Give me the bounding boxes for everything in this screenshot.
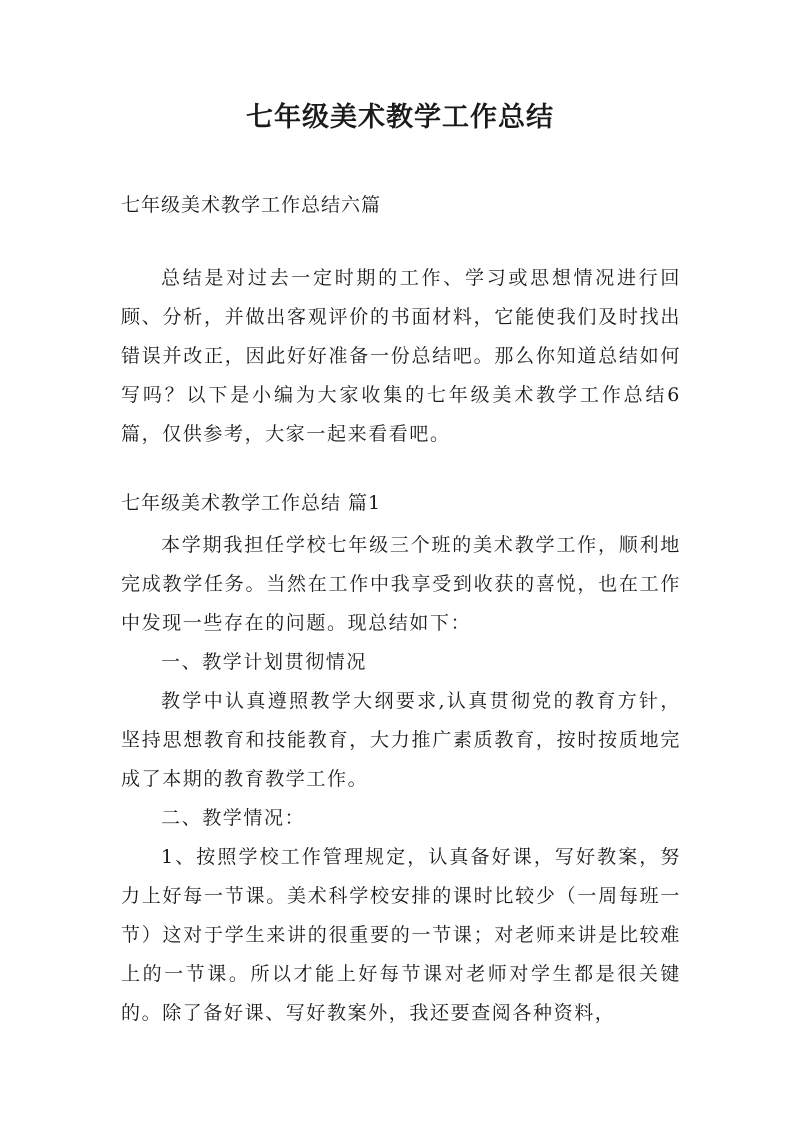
body-paragraph: 1、按照学校工作管理规定，认真备好课，写好教案，努力上好每一节课。美术科学校安排的课时比较少（一周每班一节）这对于学生来讲的很重要的一节课；对老师来讲是比较难上的一节课。所以才能上好每节课对老师对学生都是很关键的。除了备好课、写好教案外，我还要查阅各种资料， [121,846,681,1024]
document-title: 七年级美术教学工作总结 [246,102,554,133]
section-heading: 七年级美术教学工作总结 篇1 [121,492,382,514]
body-subheading: 二、教学情况： [161,807,306,829]
body-subheading: 一、教学计划贯彻情况 [161,651,368,673]
document-subtitle: 七年级美术教学工作总结六篇 [121,194,382,216]
intro-paragraph: 总结是对过去一定时期的工作、学习或思想情况进行回顾、分析，并做出客观评价的书面材料，它能使我们及时找出错误并改正，因此好好准备一份总结吧。那么你知道总结如何写吗？以下是小编为大家收集的七年级美术教学工作总结6篇，仅供参考，大家一起来看看吧。 [121,267,681,445]
section-body [121,526,681,1033]
body-paragraph: 教学中认真遵照教学大纲要求,认真贯彻党的教育方针，坚持思想教育和技能教育，大力推广素质教育，按时按质地完成了本期的教育教学工作。 [121,690,681,790]
body-paragraph: 本学期我担任学校七年级三个班的美术教学工作，顺利地完成教学任务。当然在工作中我享受到收获的喜悦，也在工作中发现一些存在的问题。现总结如下： [121,534,681,634]
